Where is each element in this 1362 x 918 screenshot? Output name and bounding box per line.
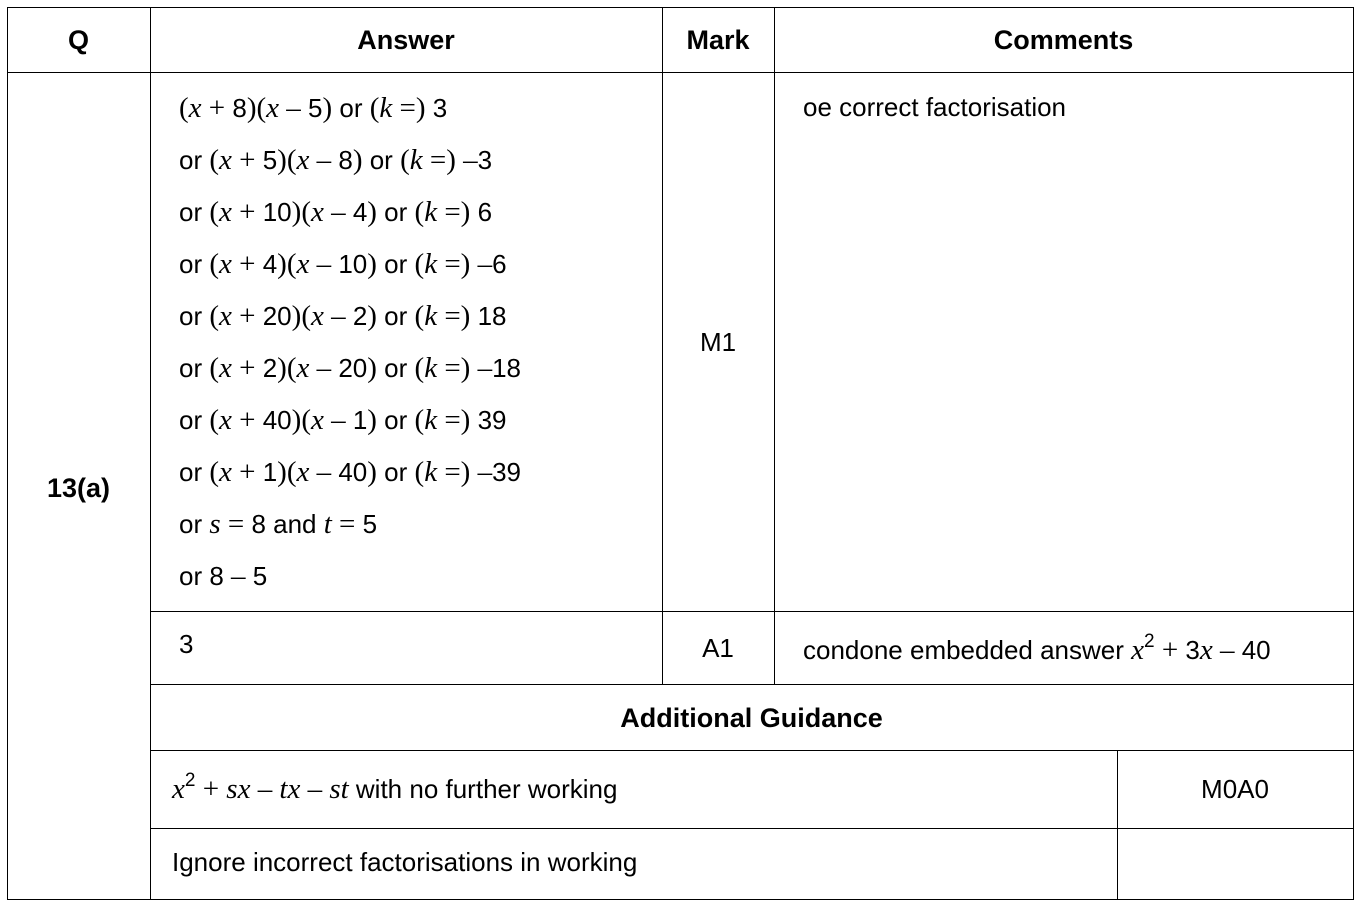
row-divider-a1-guidance [150, 684, 1354, 685]
answer-line: or (x + 20)(x – 2) or (k =) 18 [179, 300, 507, 332]
header-mark: Mark [686, 25, 750, 55]
guidance-row-1-text: $x^2$ + sx – tx – st with no further working [172, 770, 618, 805]
answer-line: or (x + 5)(x – 8) or (k =) –3 [179, 144, 493, 176]
col-divider-mark [774, 7, 775, 685]
col-divider-q [150, 7, 151, 900]
answer-line: or (x + 40)(x – 1) or (k =) 39 [179, 404, 507, 436]
m1-answer-list [179, 82, 521, 602]
table-border-left [7, 7, 8, 900]
row-divider-m1-a1 [150, 611, 1354, 612]
row-divider-guidance-title [150, 750, 1354, 751]
answer-line: or 8 – 5 [179, 560, 268, 592]
answer-line: or (x + 4)(x – 10) or (k =) –6 [179, 248, 507, 280]
m1-mark: M1 [699, 327, 737, 357]
answer-line: or (x + 10)(x – 4) or (k =) 6 [179, 196, 493, 228]
a1-mark: A1 [702, 633, 734, 663]
header-q: Q [67, 25, 89, 55]
question-number: 13(a) [46, 473, 111, 503]
answer-line: or (x + 2)(x – 20) or (k =) –18 [179, 352, 521, 384]
guidance-row-1-mark: M0A0 [1201, 774, 1269, 804]
guidance-title: Additional Guidance [620, 703, 883, 733]
table-border-top [7, 7, 1354, 8]
m1-comment: oe correct factorisation [803, 92, 1067, 122]
row-divider-guidance-rows [150, 828, 1354, 829]
a1-comment: condone embedded answer $x^2 + 3x - 40$ [803, 631, 1271, 666]
answer-line: (x + 8)(x – 5) or (k =) 3 [179, 92, 448, 124]
answer-line: or (x + 1)(x – 40) or (k =) –39 [179, 456, 521, 488]
a1-answer: 3 [179, 629, 194, 659]
header-divider [7, 72, 1354, 73]
header-comments: Comments [993, 25, 1134, 55]
guidance-row-2-text: Ignore incorrect factorisations in working [172, 847, 638, 877]
table-border-bottom [7, 899, 1354, 900]
col-divider-guidance-mark [1117, 750, 1118, 900]
header-answer: Answer [357, 25, 455, 55]
table-border-right [1353, 7, 1354, 900]
answer-line: or s = 8 and t = 5 [179, 508, 378, 540]
